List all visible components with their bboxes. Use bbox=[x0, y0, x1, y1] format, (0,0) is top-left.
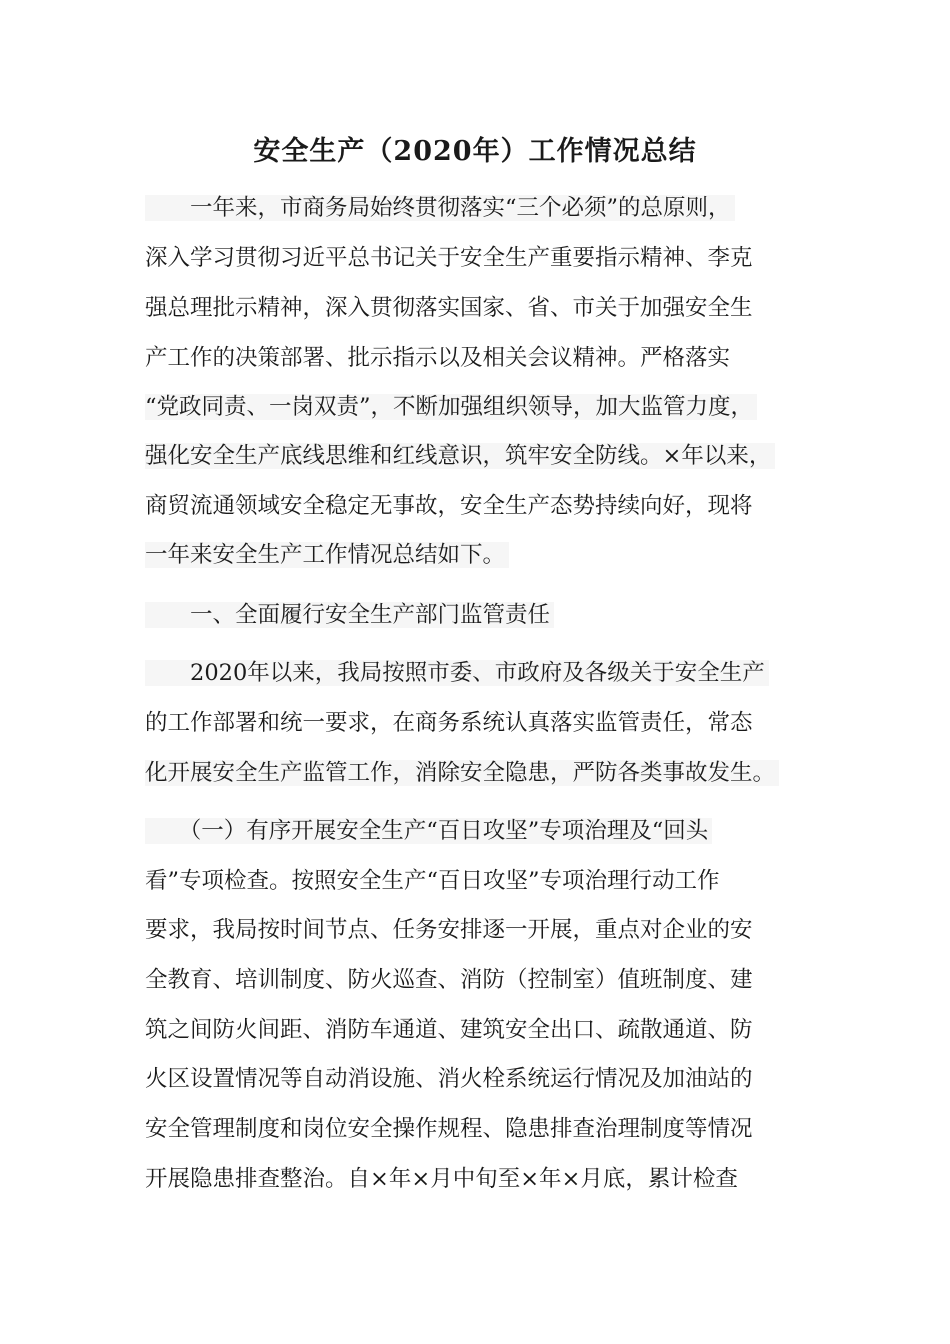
line-text: 全教育、培训制度、防火巡查、消防（控制室）值班制度、建 bbox=[145, 967, 753, 993]
line-text: 化开展安全生产监管工作，消除安全隐患，严防各类事故发生。 bbox=[145, 760, 779, 786]
paragraph-line bbox=[145, 340, 730, 376]
paragraph-line bbox=[145, 655, 769, 691]
line-text: （一）有序开展安全生产“百日攻坚”专项治理及“回头 bbox=[145, 818, 712, 844]
paragraph-line bbox=[145, 863, 720, 899]
paragraph-line bbox=[145, 912, 753, 948]
paragraph-line bbox=[145, 290, 753, 326]
line-text: 一年来安全生产工作情况总结如下。 bbox=[145, 542, 509, 568]
line-text: 商贸流通领域安全稳定无事故，安全生产态势持续向好，现将 bbox=[145, 493, 753, 519]
line-text: 一年来，市商务局始终贯彻落实“三个必须”的总原则， bbox=[145, 195, 735, 221]
paragraph-line bbox=[145, 705, 753, 741]
paragraph-line bbox=[145, 438, 775, 474]
line-text: 2020年以来，我局按照市委、市政府及各级关于安全生产 bbox=[145, 660, 769, 686]
paragraph-line bbox=[145, 190, 735, 226]
document-title: 安全生产（2020年）工作情况总结 bbox=[253, 136, 697, 167]
section-heading bbox=[145, 597, 554, 633]
line-text: 火区设置情况等自动消设施、消火栓系统运行情况及加油站的 bbox=[145, 1066, 753, 1092]
paragraph-line bbox=[145, 962, 753, 998]
line-text: 安全管理制度和岗位安全操作规程、隐患排查治理制度等情况 bbox=[145, 1116, 753, 1142]
paragraph-line bbox=[145, 1161, 738, 1197]
paragraph-line bbox=[145, 755, 779, 791]
line-text: “党政同责、一岗双责”，不断加强组织领导，加大监管力度， bbox=[145, 394, 757, 420]
line-text: 要求，我局按时间节点、任务安排逐一开展，重点对企业的安 bbox=[145, 917, 753, 943]
paragraph-line bbox=[145, 537, 509, 573]
line-text: 开展隐患排查整治。自×年×月中旬至×年×月底，累计检查 bbox=[145, 1166, 738, 1192]
paragraph-line bbox=[145, 389, 757, 425]
line-text: 强总理批示精神，深入贯彻落实国家、省、市关于加强安全生 bbox=[145, 295, 753, 321]
line-text: 深入学习贯彻习近平总书记关于安全生产重要指示精神、李克 bbox=[145, 245, 753, 271]
line-text: 产工作的决策部署、批示指示以及相关会议精神。严格落实 bbox=[145, 345, 731, 371]
line-text: 的工作部署和统一要求，在商务系统认真落实监管责任，常态 bbox=[145, 710, 753, 736]
paragraph-line bbox=[145, 240, 753, 276]
line-text: 筑之间防火间距、消防车通道、建筑安全出口、疏散通道、防 bbox=[145, 1017, 753, 1043]
paragraph-line bbox=[145, 1012, 753, 1048]
paragraph-line bbox=[145, 1061, 753, 1097]
line-text: 强化安全生产底线思维和红线意识，筑牢安全防线。×年以来， bbox=[145, 443, 775, 469]
paragraph-line bbox=[145, 813, 712, 849]
line-text: 一、全面履行安全生产部门监管责任 bbox=[145, 602, 554, 628]
line-text: 看”专项检查。按照安全生产“百日攻坚”专项治理行动工作 bbox=[145, 868, 720, 894]
paragraph-line bbox=[145, 488, 753, 524]
paragraph-line bbox=[145, 1111, 753, 1147]
